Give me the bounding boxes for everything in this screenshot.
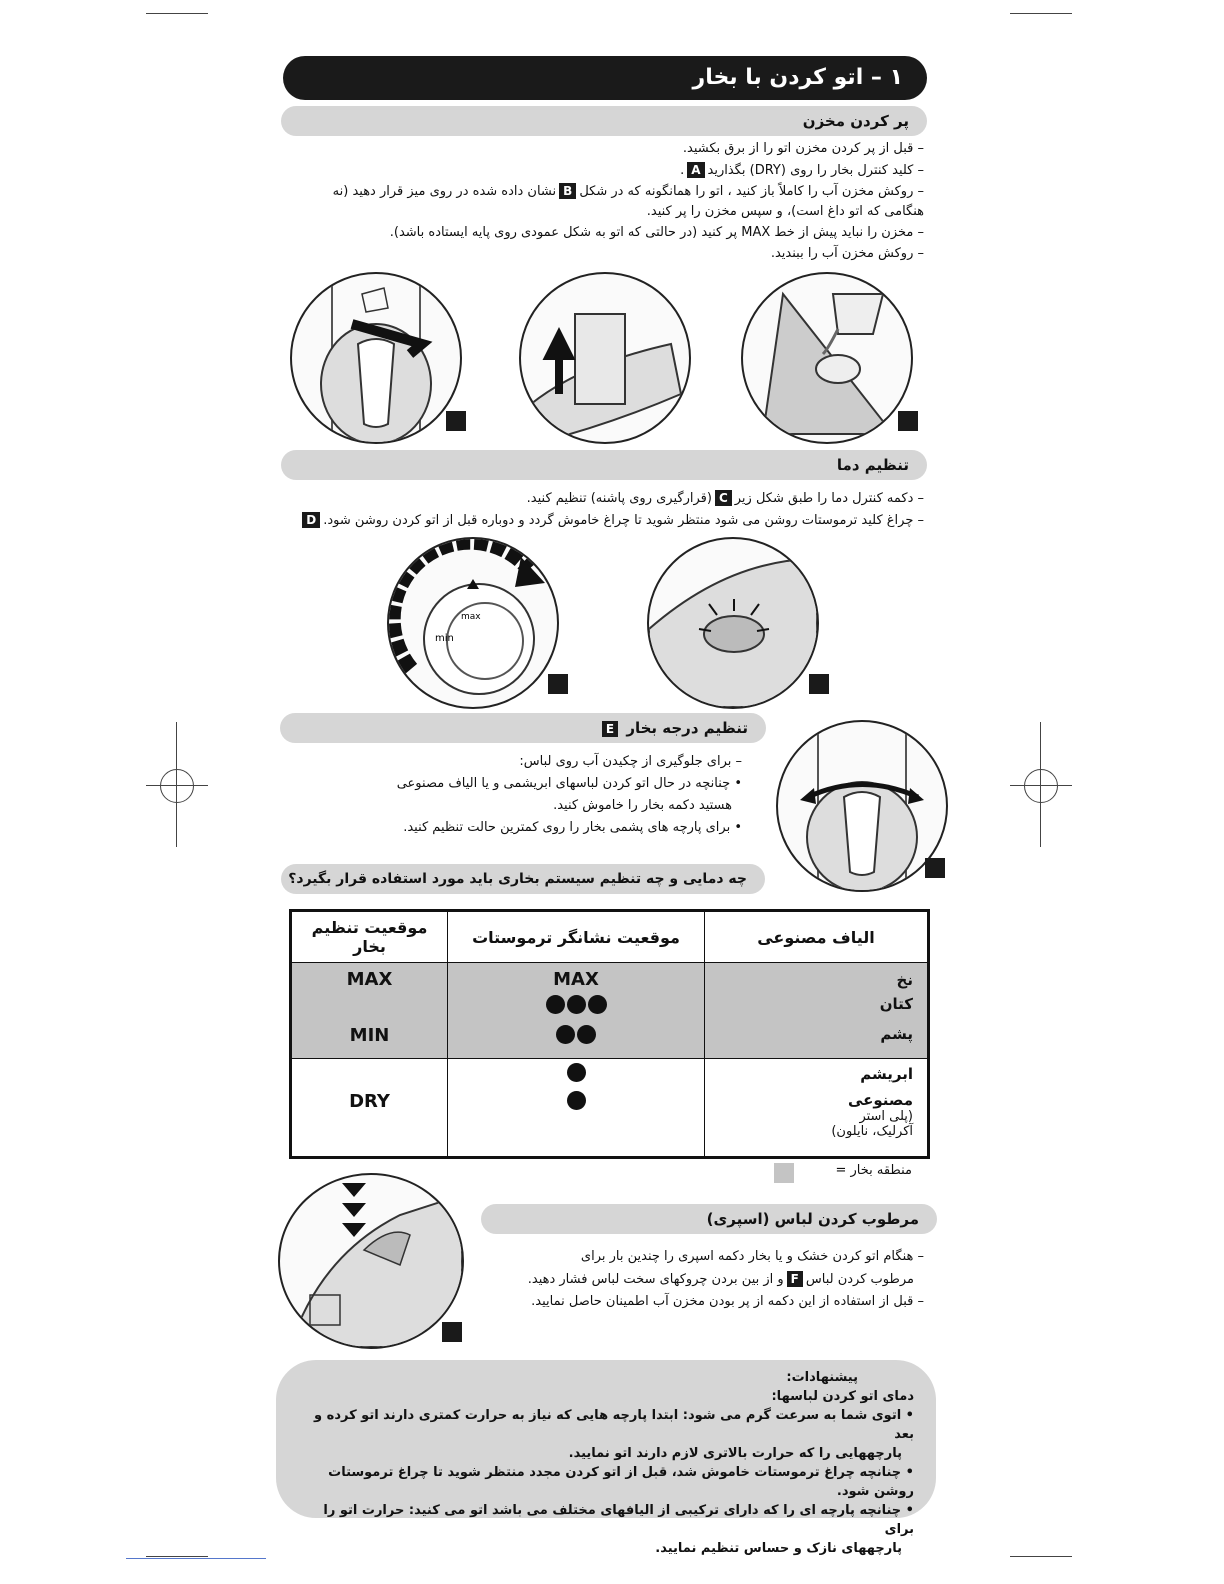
dial-min-label: min [435,633,454,644]
fabric-cell: نخ [705,963,929,994]
steam-cell: MAX [291,963,448,994]
temp-line-1: – دکمه کنترل دما را طبق شکل زیرC(قرارگیری روی پاشنه) تنظیم کنید. [526,491,924,506]
steam-cell: MIN [291,1024,448,1059]
fill-line-1: – قبل از پر کردن مخزن اتو را از برق بکشید. [682,141,924,156]
filling-water-figure [741,272,913,444]
registration-mark [160,769,194,803]
col-header-steam: موقعیت تنظیم بخار [291,911,448,963]
dot-icon [567,995,586,1014]
table-row [291,1059,929,1090]
dial-max-label: max [461,612,481,622]
spray-line-3: – قبل از استفاده از این دکمه از پر بودن مخزن آب اطمینان حاصل نمایید. [531,1294,924,1309]
fill-line-4: هنگامی که اتو داغ است)، و سپس مخزن را پر کنید. [646,204,924,219]
crop-mark [126,1558,266,1559]
col-header-thermostat: موقعیت نشانگر ترموستات [448,911,705,963]
thermostat-cell: MAX [448,963,705,994]
key-e-label: E [602,721,618,737]
tip-line: • چنانچه چراغ ترموستات خاموش شد، قبل از اتو کردن مجدد منتظر شوید تا چراغ ترموستات روشن شود. [328,1465,914,1499]
fabric-cell: کتان [705,994,929,1024]
spray-figure [278,1173,464,1349]
fabric-cell: پشم [705,1024,929,1059]
fill-line-2: – کلید کنترل بخار را روی (DRY) بگذاریدA. [680,163,924,178]
col-header-fabric: الیاف مصنوعی [705,911,929,963]
steam-cell [291,994,448,1024]
spray-line-1: – هنگام اتو کردن خشک و یا بخار دکمه اسپری را چندین بار برای [580,1249,924,1264]
crop-mark [1010,13,1072,14]
fill-line-3: – روکش مخزن آب را کاملاً باز کنید ، اتو را همانگونه که در شکلBنشان داده شده در روی میز قرار دهید (نه [332,184,924,199]
thermostat-light-figure [647,537,819,709]
steam-setting-heading: تنظیم درجه بخار E [280,713,766,743]
steam-selector-figure [776,720,948,892]
table-row [291,963,929,994]
synthetic-note: (پلی استر [859,1108,913,1124]
ironing-guide-table [289,909,930,1159]
key-d-label: D [302,512,320,528]
crop-mark [146,13,208,14]
temp-line-2: – چراغ کلید ترموستات روشن می شود منتظر شوید تا چراغ خاموش گردد و دوباره قبل از اتو کردن روشن شود.D [299,512,924,528]
temperature-heading: تنظیم دما [281,450,927,480]
steam-zone-legend: منطقه بخار = [835,1163,912,1178]
crop-mark [146,1556,208,1557]
key-a-label: A [687,162,704,178]
crop-mark [1010,1556,1072,1557]
spray-line-2: مرطوب کردن لباسFو از بین بردن چروکهای سخت لباس فشار دهید. [527,1272,914,1287]
table-row [291,1024,929,1059]
fabric-cell: مصنوعی (پلی استر آکرلیک، نایلون) [705,1090,929,1158]
key-c-label: C [715,490,732,506]
tips-heading: پیشنهادات: [786,1370,858,1385]
table-row [291,994,929,1024]
fill-line-6: – روکش مخزن آب را ببندید. [770,246,924,261]
steam-line-3: هستید دکمه بخار را خاموش کنید. [553,798,732,813]
steam-line-2: • چنانچه در حال اتو کردن لباسهای ابریشمی و یا الیاف مصنوعی [396,776,742,791]
dot-icon [546,995,565,1014]
fill-line-5: – مخزن را نباید پیش از خط MAX پر کنید (در حالتی که اتو به شکل عمودی روی پایه ایستاده باشد). [389,225,924,240]
thermostat-dots [448,1059,705,1090]
page-title: ۱ – اتو کردن با بخار [283,56,927,100]
thermostat-dots [448,1024,705,1059]
tip-line: پارچههایی را که حرارت بالاتری لازم دارند اتو نمایید. [568,1446,902,1461]
question-heading: چه دمایی و چه تنظیم سیستم بخاری باید مورد استفاده قرار بگیرد؟ [281,864,765,894]
table-row [291,1090,929,1158]
dot-icon [567,1091,586,1110]
thermostat-dots [448,994,705,1024]
key-f-label: F [787,1271,803,1287]
fabric-cell: ابریشم [705,1059,929,1090]
thermostat-dots [448,1090,705,1158]
tips-subheading: دمای اتو کردن لباسها: [771,1389,914,1404]
synthetic-note: آکرلیک، نایلون) [831,1123,913,1139]
temperature-dial-figure [387,537,559,709]
figure-marker [925,858,945,878]
dot-icon [577,1025,596,1044]
dot-icon [567,1063,586,1082]
fill-tank-heading: پر کردن مخزن [281,106,927,136]
spray-heading: مرطوب کردن لباس (اسپری) [481,1204,937,1234]
tank-cover-figure [519,272,691,444]
figure-marker [809,674,829,694]
figure-marker [898,411,918,431]
steam-zone-swatch [774,1163,794,1183]
steam-dial-figure [290,272,462,444]
tip-line: پارچههای نازک و حساس تنظیم نمایید. [655,1541,902,1556]
figure-marker [548,674,568,694]
steam-line-1: – برای جلوگیری از چکیدن آب روی لباس: [519,754,742,769]
key-b-label: B [559,183,576,199]
registration-mark [1024,769,1058,803]
steam-line-4: • برای پارچه های پشمی بخار را روی کمترین حالت تنظیم کنید. [403,820,742,835]
steam-cell [291,1059,448,1090]
figure-marker [442,1322,462,1342]
tip-line: • چنانچه پارچه ای را که دارای ترکیبی از الیافهای مختلف می باشد اتو می کنید: حرارت اتو را برای [323,1503,914,1537]
tips-box [276,1360,936,1556]
steam-cell: DRY [291,1090,448,1158]
dot-icon [556,1025,575,1044]
dot-icon [588,995,607,1014]
tip-line: • اتوی شما به سرعت گرم می شود: ابتدا پارچه هایی که نیاز به حرارت کمتری دارند اتو کرده و بعد [314,1408,914,1442]
figure-marker [446,411,466,431]
